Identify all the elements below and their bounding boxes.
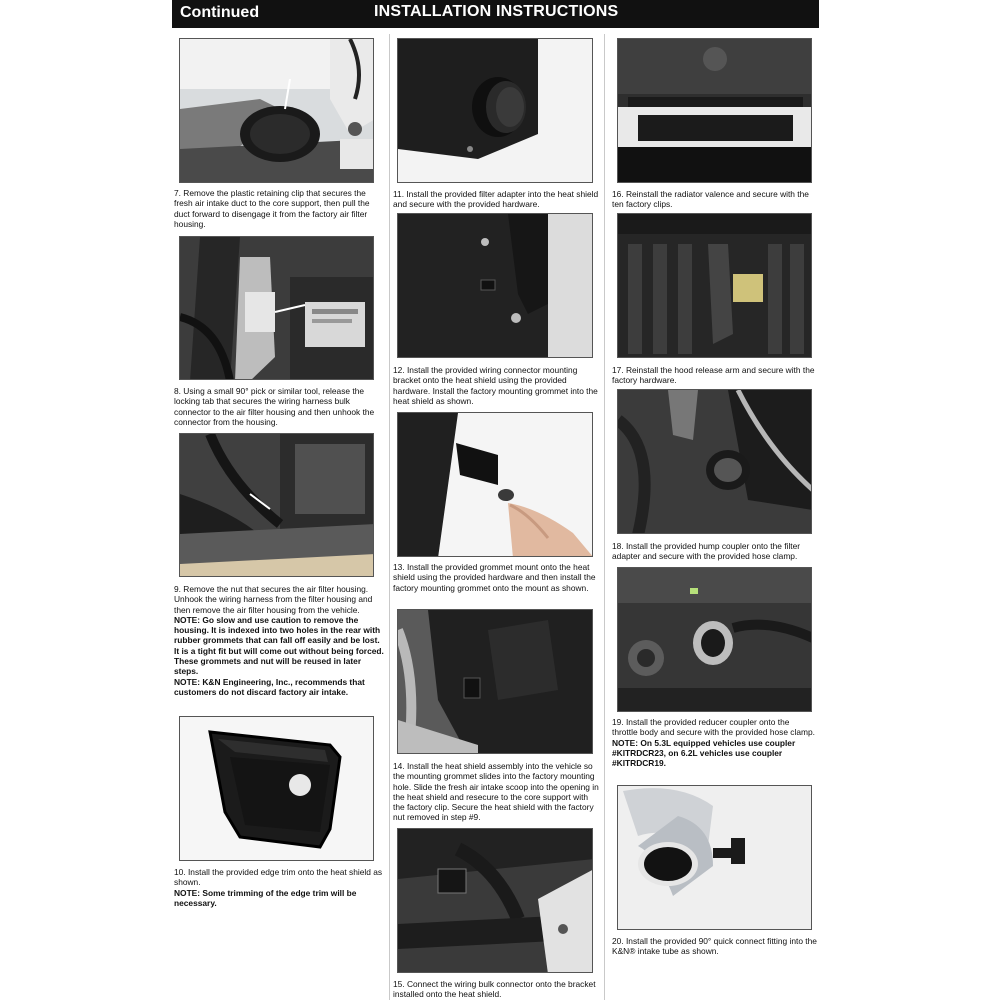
- step-12-caption: 12. Install the provided wiring connector mounting bracket onto the heat shield using the provided hardware. Install the factory mounting grommet into the heat shield as shown.: [393, 365, 598, 406]
- step-20-photo: [617, 785, 812, 930]
- step-19-text: 19. Install the provided reducer coupler onto the throttle body and secure with the provided hose clamp.: [612, 717, 815, 738]
- step-10-caption: [174, 867, 386, 908]
- step-9-caption: [174, 584, 386, 697]
- step-20-caption: 20. Install the provided 90° quick connect fitting into the K&N® intake tube as shown.: [612, 936, 817, 957]
- step-8-photo: [179, 236, 374, 380]
- column-divider-1: [389, 34, 390, 1000]
- step-9-text: 9. Remove the nut that secures the air filter housing. Unhook the wiring harness from the filter housing and then remove the air filter housing from the vehicle.: [174, 584, 373, 615]
- step-7-photo: [179, 38, 374, 183]
- step-19-note: NOTE: On 5.3L equipped vehicles use coupler #KITRDCR23, on 6.2L vehicles use coupler #KITRDCR19.: [612, 737, 796, 769]
- header-continued: Continued: [180, 4, 260, 21]
- step-15-caption: 15. Connect the wiring bulk connector onto the bracket installed onto the heat shield.: [393, 979, 596, 1000]
- page-title: INSTALLATION INSTRUCTIONS: [374, 3, 619, 20]
- step-13-caption: 13. Install the provided grommet mount onto the heat shield using the provided hardware and then install the factory mounting grommet onto the mount as shown.: [393, 562, 596, 593]
- step-9-note-1: NOTE: Go slow and use caution to remove the housing. It is indexed into two holes in the rear with rubber grommets that can fall off easily and be lost. It is a tight fit but will come out without being forced. These grommets and nut will be reused in later steps.: [174, 614, 384, 677]
- step-9-photo: [179, 433, 374, 577]
- step-18-caption: 18. Install the provided hump coupler onto the filter adapter and secure with the provided hose clamp.: [612, 541, 801, 562]
- header-bar: [172, 0, 819, 28]
- step-17-caption: 17. Reinstall the hood release arm and secure with the factory hardware.: [612, 365, 815, 386]
- step-14-caption: 14. Install the heat shield assembly into the vehicle so the mounting grommet slides into the factory mounting hole. Slide the fresh air intake scoop into the opening in the heat shield and resecure to the core support with the factory clip. Secure the heat shield with the factory nut removed in step #9.: [393, 761, 599, 823]
- step-17-photo: [617, 213, 812, 358]
- step-10-text: 10. Install the provided edge trim onto the heat shield as shown.: [174, 867, 383, 888]
- step-19-photo: [617, 567, 812, 712]
- step-19-caption: [612, 717, 817, 768]
- step-15-photo: [397, 828, 593, 973]
- column-divider-2: [604, 34, 605, 1000]
- step-12-photo: [397, 213, 593, 358]
- step-11-caption: 11. Install the provided filter adapter into the heat shield and secure with the provided hardware.: [393, 189, 599, 210]
- step-10-photo: [179, 716, 374, 861]
- step-8-caption: 8. Using a small 90° pick or similar tool, release the locking tab that secures the wiring harness bulk connector to the air filter housing and then unhook the connector from the housing.: [174, 386, 375, 427]
- step-10-note: NOTE: Some trimming of the edge trim will be necessary.: [174, 887, 357, 908]
- step-7-caption: 7. Remove the plastic retaining clip that secures the fresh air intake duct to the core support, then pull the duct forward to disengage it from the factory air filter housing.: [174, 188, 370, 229]
- step-14-photo: [397, 609, 593, 754]
- step-18-photo: [617, 389, 812, 534]
- step-16-caption: 16. Reinstall the radiator valence and secure with the ten factory clips.: [612, 189, 809, 210]
- step-11-photo: [397, 38, 593, 183]
- step-13-photo: [397, 412, 593, 557]
- step-9-note-2: NOTE: K&N Engineering, Inc., recommends that customers do not discard factory air intake.: [174, 676, 365, 697]
- step-16-photo: [617, 38, 812, 183]
